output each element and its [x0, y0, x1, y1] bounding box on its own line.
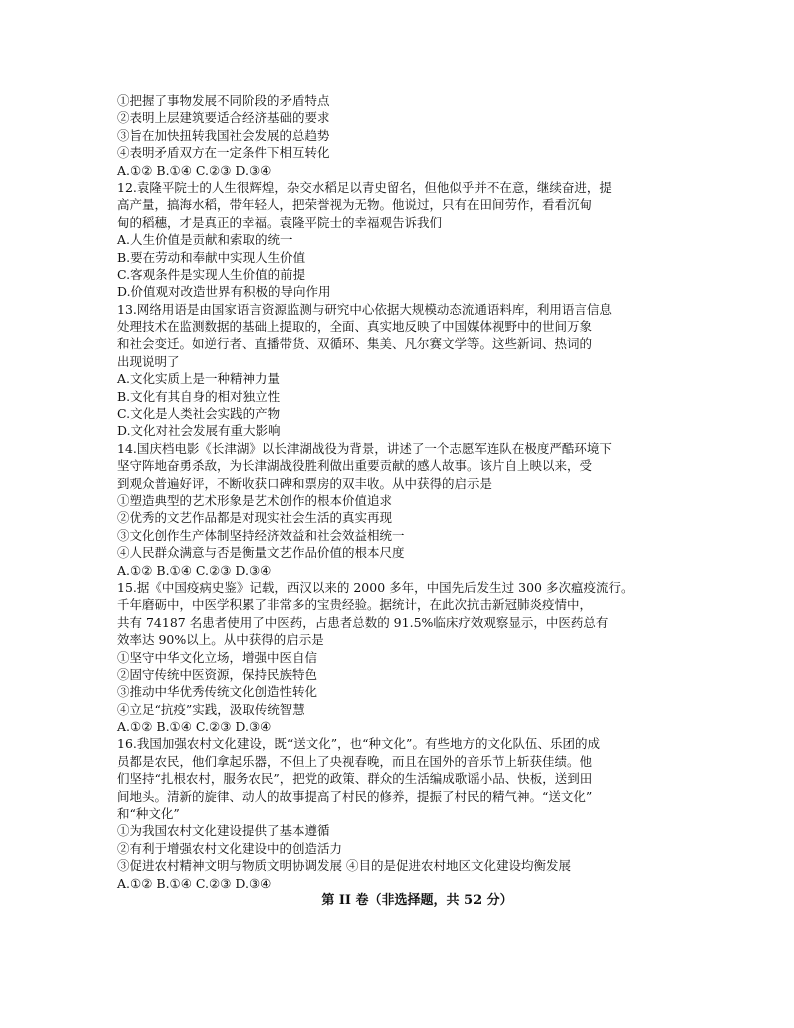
exam-page	[117, 92, 677, 909]
text-line: ③旨在加快扭转我国社会发展的总趋势	[117, 127, 330, 143]
text-line: D.文化对社会发展有重大影响	[117, 423, 281, 439]
text-line: A.①② B.①④ C.②③ D.③④	[117, 162, 272, 178]
text-line: 到观众普遍好评，不断收获口碑和票房的双丰收。从中获得的启示是	[117, 475, 493, 491]
text-line: ②有利于增强农村文化建设中的创造活力	[117, 840, 343, 856]
text-line: ③促进农村精神文明与物质文明协调发展 ④目的是促进农村地区文化建设均衡发展	[117, 858, 571, 874]
text-line: 千年磨砺中，中医学积累了非常多的宝贵经验。据统计，在此次抗击新冠肺炎疫情中，	[117, 597, 593, 613]
text-line: A.①② B.①④ C.②③ D.③④	[117, 875, 272, 891]
text-line: 间地头。清新的旋律、动人的故事提高了村民的修养，提振了村民的精气神。“送文化”	[117, 788, 593, 804]
text-line: ①为我国农村文化建设提供了基本遵循	[117, 823, 330, 839]
text-line: 和“种文化”	[117, 806, 180, 822]
text-line: C.客观条件是实现人生价值的前提	[117, 266, 306, 282]
text-line: ②优秀的文艺作品都是对现实社会生活的真实再现	[117, 510, 393, 526]
text-line: ③推动中华优秀传统文化创造性转化	[117, 684, 318, 700]
text-line: ②表明上层建筑要适合经济基础的要求	[117, 110, 330, 126]
text-line: A.人生价值是贡献和索取的统一	[117, 232, 293, 248]
text-line: A.文化实质上是一种精神力量	[117, 371, 281, 387]
text-line: 坚守阵地奋勇杀敌，为长津湖战役胜利做出重要贡献的感人故事。该片自上映以来，受	[117, 458, 593, 474]
text-line: C.文化是人类社会实践的产物	[117, 406, 281, 422]
text-line: 效率达 90%以上。从中获得的启示是	[117, 632, 324, 648]
text-line: ④表明矛盾双方在一定条件下相互转化	[117, 145, 330, 161]
text-line: ①塑造典型的艺术形象是艺术创作的根本价值追求	[117, 492, 393, 508]
text-line: 处理技术在监测数据的基础上提取的，全面、真实地反映了中国媒体视野中的世间万象	[117, 319, 593, 335]
text-line: 14.国庆档电影《长津湖》以长津湖战役为背景，讲述了一个志愿军连队在极度严酷环境下	[117, 440, 612, 456]
text-line: 出现说明了	[117, 353, 180, 369]
text-line: 13.网络用语是由国家语言资源监测与研究中心依据大规模动态流通语料库，利用语言信息	[117, 301, 612, 317]
text-line: 共有 74187 名患者使用了中医药，占患者总数的 91.5%临床疗效观察显示，中医药总有	[117, 614, 609, 630]
section-title: 第 II 卷（非选择题，共 52 分）	[321, 892, 513, 908]
text-line: ③文化创作生产体制坚持经济效益和社会效益相统一	[117, 527, 405, 543]
text-line: 和社会变迁。如逆行者、直播带货、双循环、集美、凡尔赛文学等。这些新词、热词的	[117, 336, 593, 352]
text-line: 高产量，搞海水稻，带年轻人，把荣誉视为无物。他说过，只有在田间劳作，看看沉甸	[117, 197, 593, 213]
text-line: 12.袁隆平院士的人生很辉煌，杂交水稻足以青史留名，但他似乎并不在意，继续奋进，提	[117, 179, 612, 195]
text-line: D.价值观对改造世界有积极的导向作用	[117, 284, 331, 300]
text-line: ①把握了事物发展不同阶段的矛盾特点	[117, 93, 330, 108]
text-line: B.文化有其自身的相对独立性	[117, 388, 281, 404]
text-line: ②固守传统中医资源，保持民族特色	[117, 666, 318, 682]
text-line: B.要在劳动和奉献中实现人生价值	[117, 249, 306, 265]
text-line: 员都是农民，他们拿起乐器，不但上了央视春晚，而且在国外的音乐节上斩获佳绩。他	[117, 753, 593, 769]
text-line: 们坚持“扎根农村，服务农民”，把党的政策、群众的生活编成歌谣小品、快板，送到田	[117, 771, 593, 787]
question-text-block	[117, 92, 677, 892]
text-line: 甸的稻穗，才是真正的幸福。袁隆平院士的幸福观告诉我们	[117, 214, 443, 230]
text-line: ④人民群众满意与否是衡量文艺作品价值的根本尺度	[117, 545, 405, 561]
text-line: ④立足“抗疫”实践，汲取传统智慧	[117, 701, 305, 717]
text-line: A.①② B.①④ C.②③ D.③④	[117, 562, 272, 578]
text-line: ①坚守中华文化立场，增强中医自信	[117, 649, 318, 665]
text-line: 16.我国加强农村文化建设，既“送文化”，也“种文化”。有些地方的文化队伍、乐团的成	[117, 736, 600, 752]
text-line: 15.据《中国疫病史鉴》记载，西汉以来的 2000 多年，中国先后发生过 300 多次瘟疫流行。	[117, 579, 634, 595]
text-line: A.①② B.①④ C.②③ D.③④	[117, 719, 272, 735]
